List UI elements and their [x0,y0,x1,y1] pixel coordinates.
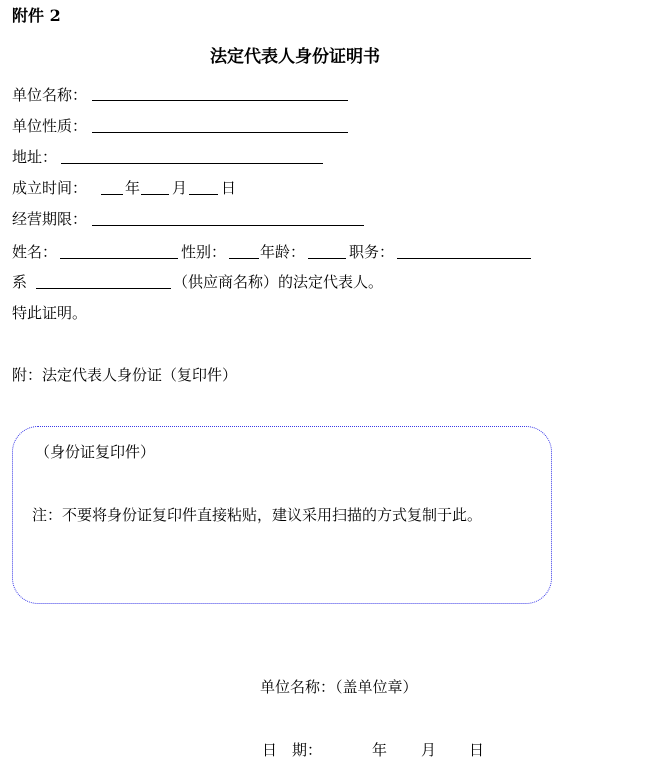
unit-name-blank[interactable] [92,100,348,101]
id-copy-box[interactable] [12,426,552,604]
business-term-label: 经营期限： [12,210,88,228]
name-label: 姓名： [12,243,58,261]
statement-prefix: 系 [12,273,28,291]
unit-nature-label: 单位性质： [12,117,88,135]
signature-unit-name: 单位名称：（盖单位章） [260,678,418,696]
certify-text: 特此证明。 [12,304,88,322]
business-term-blank[interactable] [92,225,364,226]
unit-nature-blank[interactable] [92,132,348,133]
supplier-name-blank[interactable] [36,288,171,289]
signature-day-char: 日 [469,741,485,759]
attachment-note: 附：法定代表人身份证（复印件） [12,366,238,384]
id-copy-note: 注：不要将身份证复印件直接粘贴，建议采用扫描的方式复制于此。 [32,506,483,524]
established-year-char: 年 [125,179,141,197]
name-blank[interactable] [60,258,178,259]
id-copy-caption: （身份证复印件） [35,443,156,461]
gender-label: 性别： [181,243,227,261]
established-day-char: 日 [221,179,237,197]
established-year-blank[interactable] [101,194,123,195]
signature-date-label: 日 期： [262,741,323,759]
established-month-blank[interactable] [141,194,169,195]
statement-suffix: （供应商名称）的法定代表人。 [173,273,384,291]
age-label: 年龄： [260,243,306,261]
signature-year-char: 年 [372,741,388,759]
address-blank[interactable] [61,163,323,164]
established-month-char: 月 [172,179,188,197]
established-day-blank[interactable] [189,194,218,195]
signature-month-char: 月 [421,741,437,759]
attachment-number: 附件 2 [12,6,61,25]
document-title: 法定代表人身份证明书 [210,47,380,67]
unit-name-label: 单位名称： [12,86,88,104]
gender-blank[interactable] [229,258,259,259]
age-blank[interactable] [308,258,346,259]
position-label: 职务： [349,243,395,261]
position-blank[interactable] [397,258,531,259]
established-label: 成立时间： [12,179,88,197]
address-label: 地址： [12,148,58,166]
